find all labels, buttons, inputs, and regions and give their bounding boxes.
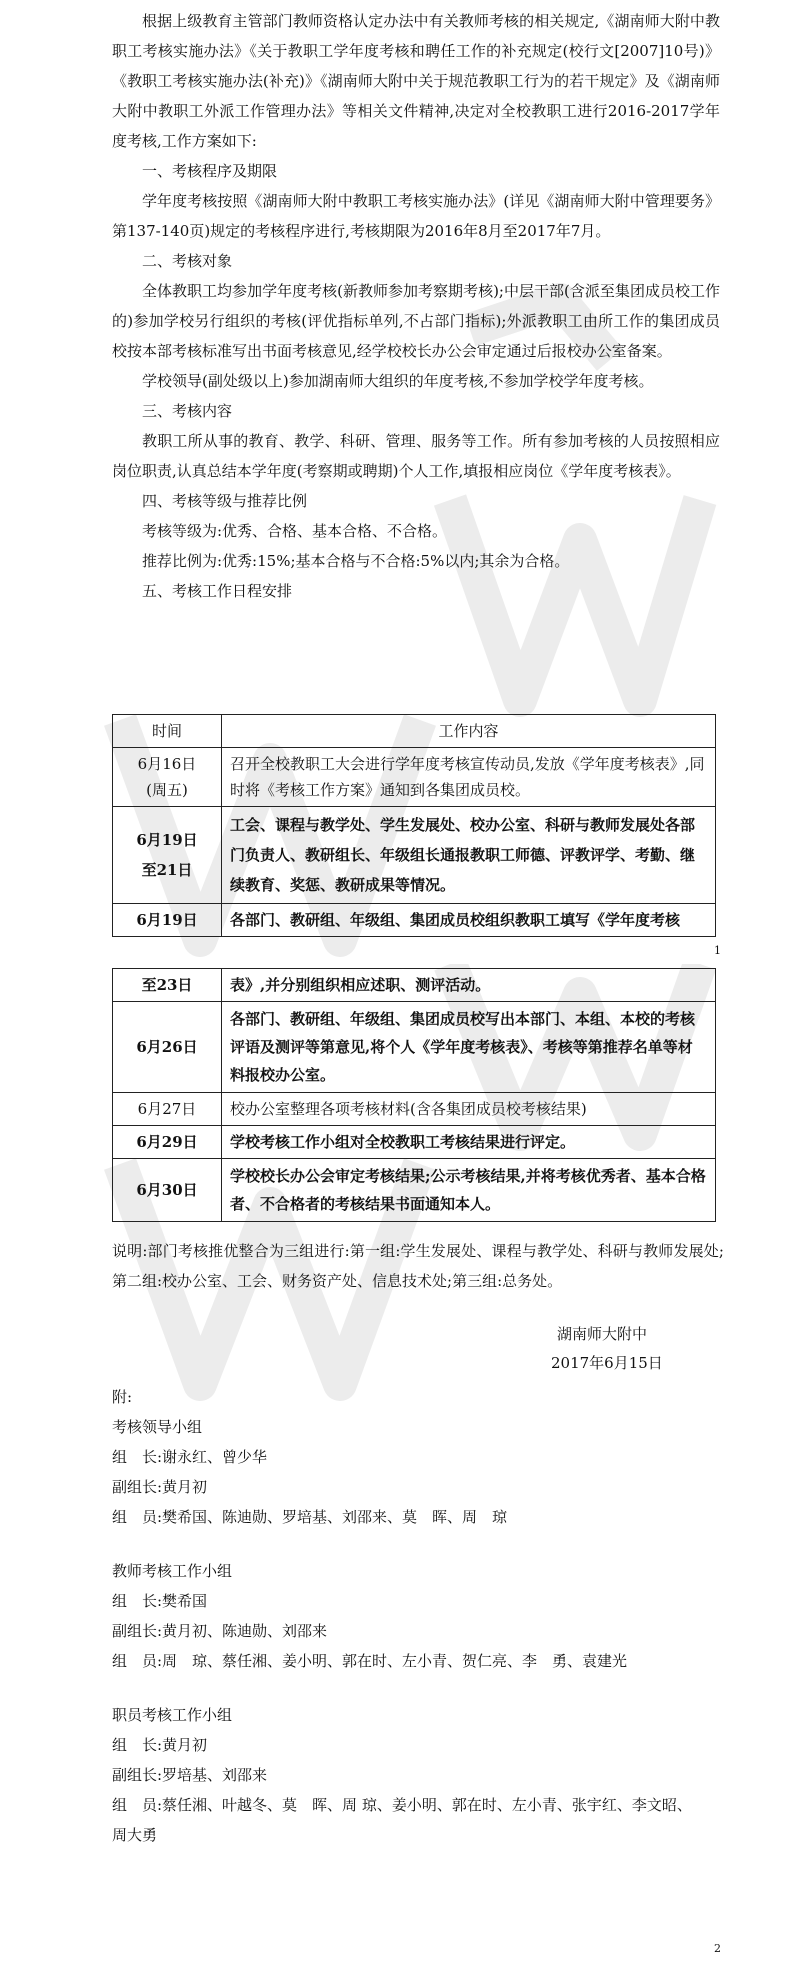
intro-paragraph: 根据上级教育主管部门教师资格认定办法中有关教师考核的相关规定,《湖南师大附中教职工考核实施办法》《关于教职工学年度考核和聘任工作的补充规定(校行文[2007]10号)》《教职工考核实施办法(补充)》《湖南师大附中关于规范教职工行为的若干规定》及《湖南师大附中教职工外派工作管理办法》等相关文件精神,决定对全校教职工进行2016-2017学年度考核,工作方案如下: [112,12,720,150]
row-date: 6月30日 [113,1159,222,1222]
annex-title: 附: [112,1388,133,1406]
section-heading-5: 五、考核工作日程安排 [142,582,293,600]
group-deputy: 副组长:黄月初、陈迪勋、刘邵来 [112,1622,328,1640]
row-content: 各部门、教研组、年级组、集团成员校写出本部门、本组、本校的考核评语及测评等第意见,将个人《学年度考核表》、考核等第推荐名单等材料报校办公室。 [222,1002,716,1093]
document-page-1 [0,0,793,964]
table-row [113,904,716,937]
signature-org: 湖南师大附中 [557,1325,648,1343]
table-row [113,1093,716,1126]
row-date: 至23日 [113,969,222,1002]
group-deputy: 副组长:黄月初 [112,1478,208,1496]
group-title: 考核领导小组 [112,1418,203,1436]
table-header-row [113,715,716,748]
note-block [112,1236,724,1296]
section-heading-1: 一、考核程序及期限 [142,162,278,180]
section-4-paragraph-a: 考核等级为:优秀、合格、基本合格、不合格。 [142,522,448,540]
group-leader: 组 长:谢永红、曾少华 [112,1448,268,1466]
row-date: 6月26日 [113,1002,222,1093]
table-row [113,807,716,904]
section-heading-3: 三、考核内容 [142,402,233,420]
group-leader: 组 长:黄月初 [112,1736,208,1754]
annex-section [112,1382,732,1850]
group-title: 职员考核工作小组 [112,1706,233,1724]
group-deputy: 副组长:罗培基、刘邵来 [112,1766,268,1784]
row-date: 6月19日 至21日 [113,807,222,904]
row-date: 6月27日 [113,1093,222,1126]
section-1-paragraph: 学年度考核按照《湖南师大附中教职工考核实施办法》(详见《湖南师大附中管理要务》第137-140页)规定的考核程序进行,考核期限为2016年8月至2017年7月。 [112,192,720,240]
group-title: 教师考核工作小组 [112,1562,233,1580]
page-number: 1 [714,944,721,957]
row-date: 6月19日 [113,904,222,937]
header-content: 工作内容 [222,715,716,748]
group-members: 组 员:蔡任湘、叶越冬、莫 晖、周 琼、姜小明、郭在时、左小青、张宇红、李文昭、 [112,1796,692,1814]
schedule-table-part-1 [112,714,716,937]
row-content: 召开全校教职工大会进行学年度考核宣传动员,发放《学年度考核表》,同时将《考核工作方案》通知到各集团成员校。 [222,748,716,807]
page-number: 2 [714,1942,721,1955]
section-heading-2: 二、考核对象 [142,252,233,270]
table-row [113,748,716,807]
group-members-continued: 周大勇 [112,1826,158,1844]
note-paragraph: 说明:部门考核推优整合为三组进行:第一组:学生发展处、课程与教学处、科研与教师发展处;第二组:校办公室、工会、财务资产处、信息技术处;第三组:总务处。 [112,1242,724,1290]
row-content: 工会、课程与教学处、学生发展处、校办公室、科研与教师发展处各部门负责人、教研组长、年级组长通报教职工师德、评教评学、考勤、继续教育、奖惩、教研成果等情况。 [222,807,716,904]
row-content: 表》,并分别组织相应述职、测评活动。 [222,969,716,1002]
table-row [113,1126,716,1159]
section-2-paragraph-a: 全体教职工均参加学年度考核(新教师参加考察期考核);中层干部(含派至集团成员校工作的)参加学校另行组织的考核(评优指标单列,不占部门指标);外派教职工由所工作的集团成员校按本部考核标准写出书面考核意见,经学校校长办公会审定通过后报校办公室备案。 [112,282,720,360]
row-date: 6月29日 [113,1126,222,1159]
schedule-table-part-2 [112,968,716,1222]
section-2-paragraph-b: 学校领导(副处级以上)参加湖南师大组织的年度考核,不参加学校学年度考核。 [142,372,654,390]
table-row [113,969,716,1002]
row-date: 6月16日 (周五) [113,748,222,807]
section-4-paragraph-b: 推荐比例为:优秀:15%;基本合格与不合格:5%以内;其余为合格。 [142,552,570,570]
header-time: 时间 [113,715,222,748]
table-row [113,1002,716,1093]
row-content: 校办公室整理各项考核材料(含各集团成员校考核结果) [222,1093,716,1126]
document-page-2 [0,964,793,1965]
table-row [113,1159,716,1222]
row-content: 各部门、教研组、年级组、集团成员校组织教职工填写《学年度考核 [222,904,716,937]
group-members: 组 员:周 琼、蔡任湘、姜小明、郭在时、左小青、贺仁亮、李 勇、袁建光 [112,1652,628,1670]
signature-date: 2017年6月15日 [551,1354,663,1372]
row-content: 学校校长办公会审定考核结果;公示考核结果,并将考核优秀者、基本合格者、不合格者的考核结果书面通知本人。 [222,1159,716,1222]
section-3-paragraph: 教职工所从事的教育、教学、科研、管理、服务等工作。所有参加考核的人员按照相应岗位职责,认真总结本学年度(考察期或聘期)个人工作,填报相应岗位《学年度考核表》。 [112,432,720,480]
group-leader: 组 长:樊希国 [112,1592,208,1610]
group-members: 组 员:樊希国、陈迪勋、罗培基、刘邵来、莫 晖、周 琼 [112,1508,508,1526]
row-content: 学校考核工作小组对全校教职工考核结果进行评定。 [222,1126,716,1159]
page1-body [112,6,720,606]
section-heading-4: 四、考核等级与推荐比例 [142,492,308,510]
